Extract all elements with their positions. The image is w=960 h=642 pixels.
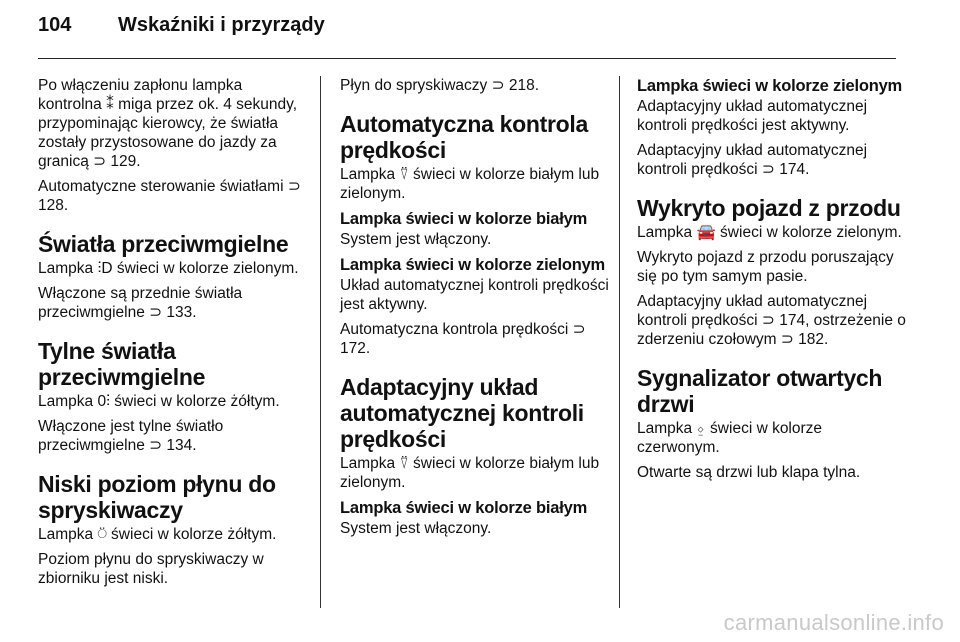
column-divider-2 [619, 76, 620, 608]
subheading-green: Lampka świeci w kolorze zielonym [340, 256, 606, 274]
paragraph: Lampka 0⫶ świeci w kolorze żółtym. [38, 393, 280, 410]
paragraph: System jest włączony. [340, 520, 492, 537]
section-heading-door-open: Sygnalizator otwartych drzwi [637, 365, 883, 417]
section-heading-cruise-control: Automatyczna kontrola prędkości [340, 111, 589, 163]
paragraph: Lampka ⍚ świeci w kolorze czerwonym. [637, 420, 823, 456]
paragraph: Adaptacyjny układ automatycznej kontroli prędkości ⊃ 174, ostrzeżenie o zderzeniu czołowym ⊃ 182. [637, 293, 906, 348]
paragraph: Poziom płynu do spryskiwaczy w zbiorniku jest niski. [38, 551, 264, 587]
section-heading-vehicle-ahead: Wykryto pojazd z przodu [637, 195, 901, 221]
column-3 [637, 76, 907, 488]
column-1 [38, 76, 308, 594]
paragraph: Lampka ⍢ świeci w kolorze białym lub zielonym. [340, 455, 600, 491]
section-heading-washer-fluid: Niski poziom płynu do spryskiwaczy [38, 471, 276, 523]
paragraph: Lampka ⍥ świeci w kolorze żółtym. [38, 526, 277, 543]
section-heading-rear-fog-lights: Tylne światła przeciwmgielne [38, 338, 206, 390]
paragraph: Lampka 🚘 świeci w kolorze zielonym. [637, 224, 902, 241]
column-2 [340, 76, 610, 544]
page-title: Wskaźniki i przyrządy [118, 14, 325, 36]
section-heading-adaptive-cruise: Adaptacyjny układ automatycznej kontroli prędkości [340, 374, 584, 452]
watermark: carmanualsonline.info [723, 610, 944, 635]
header-divider [38, 58, 896, 59]
column-divider-1 [320, 76, 321, 608]
paragraph: Lampka ⫶D świeci w kolorze zielonym. [38, 260, 299, 277]
subheading-white: Lampka świeci w kolorze białym [340, 210, 588, 228]
paragraph: Wykryto pojazd z przodu poruszający się po tym samym pasie. [637, 249, 894, 285]
paragraph: Automatyczna kontrola prędkości ⊃ 172. [340, 321, 586, 357]
paragraph: Adaptacyjny układ automatycznej kontroli prędkości ⊃ 174. [637, 142, 868, 178]
paragraph: Po włączeniu zapłonu lampka kontrolna ⁑ miga przez ok. 4 sekundy, przypominając kierowcy, że światła zostały przystosowane do jazdy za granicą ⊃ 129. [38, 77, 298, 170]
section-heading-fog-lights: Światła przeciwmgielne [38, 231, 289, 257]
paragraph: Otwarte są drzwi lub klapa tylna. [637, 464, 861, 481]
paragraph: Adaptacyjny układ automatycznej kontroli prędkości jest aktywny. [637, 98, 868, 134]
subheading-white: Lampka świeci w kolorze białym [340, 499, 588, 517]
paragraph: Lampka ⍢ świeci w kolorze białym lub zielonym. [340, 166, 600, 202]
page-number: 104 [38, 14, 72, 36]
paragraph: Płyn do spryskiwaczy ⊃ 218. [340, 77, 540, 94]
paragraph: Automatyczne sterowanie światłami ⊃ 128. [38, 178, 301, 214]
paragraph: Układ automatycznej kontroli prędkości jest aktywny. [340, 277, 609, 313]
paragraph: Włączone są przednie światła przeciwmgielne ⊃ 133. [38, 285, 243, 321]
paragraph: System jest włączony. [340, 231, 492, 248]
paragraph: Włączone jest tylne światło przeciwmgielne ⊃ 134. [38, 418, 224, 454]
subheading-green: Lampka świeci w kolorze zielonym [637, 77, 903, 95]
